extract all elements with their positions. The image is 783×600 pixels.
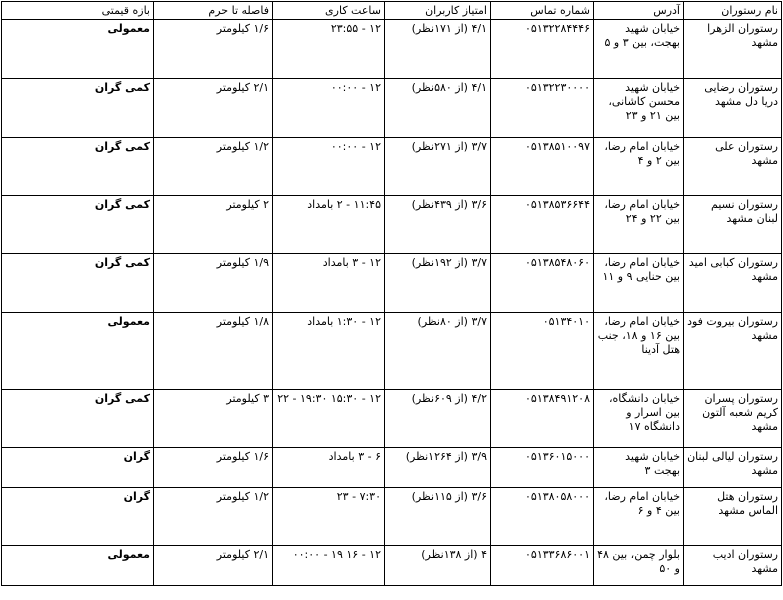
header-hours: ساعت کاری bbox=[273, 2, 385, 20]
table-row bbox=[2, 138, 782, 196]
cell-hours: ۱۲ - ۳ بامداد bbox=[273, 254, 385, 313]
cell-phone: ۰۵۱۳۸۵۱۰۰۹۷ bbox=[491, 138, 594, 196]
cell-hours: ۱۲ - ۱:۳۰ بامداد bbox=[273, 313, 385, 390]
cell-price: کمی گران bbox=[2, 138, 154, 196]
cell-address: خیابان شهید بهجت ۳ bbox=[594, 448, 684, 488]
header-distance: فاصله تا حرم bbox=[154, 2, 273, 20]
cell-phone: ۰۵۱۳۸۵۴۸۰۶۰ bbox=[491, 254, 594, 313]
cell-price: کمی گران bbox=[2, 390, 154, 448]
cell-phone: ۰۵۱۳۲۲۸۴۴۴۶ bbox=[491, 20, 594, 79]
table-row bbox=[2, 20, 782, 79]
cell-price: کمی گران bbox=[2, 254, 154, 313]
cell-phone: ۰۵۱۳۳۶۸۶۰۰۱ bbox=[491, 546, 594, 586]
cell-address: خیابان شهید محسن کاشانی، بین ۲۱ و ۲۳ bbox=[594, 79, 684, 138]
cell-distance: ۱/۶ کیلومتر bbox=[154, 20, 273, 79]
cell-rating: ۳/۹ (از ۱۲۶۴نظر) bbox=[385, 448, 491, 488]
cell-address: خیابان امام رضا، بین ۱۶ و ۱۸، جنب هتل آدینا bbox=[594, 313, 684, 390]
cell-price: کمی گران bbox=[2, 79, 154, 138]
cell-hours: ۱۲ - ۱۵:۳۰ ۱۹:۳۰ - ۲۲ bbox=[273, 390, 385, 448]
cell-hours: ۷:۳۰ - ۲۳ bbox=[273, 488, 385, 546]
cell-phone: ۰۵۱۳۸۴۹۱۲۰۸ bbox=[491, 390, 594, 448]
cell-rating: ۴/۱ (از ۱۷۱نظر) bbox=[385, 20, 491, 79]
cell-rating: ۴ (از ۱۳۸نظر) bbox=[385, 546, 491, 586]
header-phone: شماره تماس bbox=[491, 2, 594, 20]
table-row bbox=[2, 79, 782, 138]
table-row bbox=[2, 196, 782, 254]
cell-name: رستوران پسران کریم شعبه آلتون مشهد bbox=[684, 390, 782, 448]
cell-rating: ۳/۶ (از ۱۱۵نظر) bbox=[385, 488, 491, 546]
cell-name: رستوران علی مشهد bbox=[684, 138, 782, 196]
cell-price: گران bbox=[2, 448, 154, 488]
cell-rating: ۴/۱ (از ۵۸۰نظر) bbox=[385, 79, 491, 138]
cell-name: رستوران هتل الماس مشهد bbox=[684, 488, 782, 546]
cell-name: رستوران بیروت فود مشهد bbox=[684, 313, 782, 390]
cell-address: خیابان امام رضا، بین حنایی ۹ و ۱۱ bbox=[594, 254, 684, 313]
cell-distance: ۲/۱ کیلومتر bbox=[154, 546, 273, 586]
cell-phone: ۰۵۱۳۴۰۱۰ bbox=[491, 313, 594, 390]
cell-hours: ۱۲ - ۰۰:۰۰ bbox=[273, 79, 385, 138]
document-page bbox=[1, 1, 782, 586]
cell-distance: ۲/۱ کیلومتر bbox=[154, 79, 273, 138]
header-address: آدرس bbox=[594, 2, 684, 20]
cell-phone: ۰۵۱۳۶۰۱۵۰۰۰ bbox=[491, 448, 594, 488]
cell-phone: ۰۵۱۳۸۵۳۶۶۴۴ bbox=[491, 196, 594, 254]
header-name: نام رستوران bbox=[684, 2, 782, 20]
cell-distance: ۱/۲ کیلومتر bbox=[154, 138, 273, 196]
cell-distance: ۲ کیلومتر bbox=[154, 196, 273, 254]
cell-hours: ۱۱:۴۵ - ۲ بامداد bbox=[273, 196, 385, 254]
cell-rating: ۳/۶ (از ۴۳۹نظر) bbox=[385, 196, 491, 254]
cell-name: رستوران نسیم لبنان مشهد bbox=[684, 196, 782, 254]
cell-rating: ۳/۷ (از ۲۷۱نظر) bbox=[385, 138, 491, 196]
table-row bbox=[2, 254, 782, 313]
table-row bbox=[2, 313, 782, 390]
cell-price: معمولی bbox=[2, 313, 154, 390]
table-row bbox=[2, 546, 782, 586]
header-row bbox=[2, 2, 782, 20]
table-row bbox=[2, 448, 782, 488]
header-rating: امتیاز کاربران bbox=[385, 2, 491, 20]
cell-rating: ۳/۷ (از ۱۹۲نظر) bbox=[385, 254, 491, 313]
cell-price: کمی گران bbox=[2, 196, 154, 254]
cell-address: خیابان امام رضا، بین ۲۲ و ۲۴ bbox=[594, 196, 684, 254]
cell-address: خیابان شهید بهجت، بین ۳ و ۵ bbox=[594, 20, 684, 79]
cell-rating: ۳/۷ (از ۸۰نظر) bbox=[385, 313, 491, 390]
cell-address: خیابان امام رضا، بین ۴ و ۶ bbox=[594, 488, 684, 546]
header-price: بازه قیمتی bbox=[2, 2, 154, 20]
cell-address: خیابان دانشگاه، بین اسرار و دانشگاه ۱۷ bbox=[594, 390, 684, 448]
cell-address: بلوار چمن، بین ۴۸ و ۵۰ bbox=[594, 546, 684, 586]
cell-name: رستوران ادیب مشهد bbox=[684, 546, 782, 586]
cell-phone: ۰۵۱۳۲۲۳۰۰۰۰ bbox=[491, 79, 594, 138]
cell-hours: ۶ - ۳ بامداد bbox=[273, 448, 385, 488]
cell-name: رستوران الزهرا مشهد bbox=[684, 20, 782, 79]
cell-name: رستوران رضایی دریا دل مشهد bbox=[684, 79, 782, 138]
cell-address: خیابان امام رضا، بین ۲ و ۴ bbox=[594, 138, 684, 196]
table-row bbox=[2, 488, 782, 546]
cell-price: معمولی bbox=[2, 20, 154, 79]
cell-distance: ۱/۹ کیلومتر bbox=[154, 254, 273, 313]
cell-hours: ۱۲ - ۱۶ ۱۹ - ۰۰:۰۰ bbox=[273, 546, 385, 586]
cell-hours: ۱۲ - ۰۰:۰۰ bbox=[273, 138, 385, 196]
cell-phone: ۰۵۱۳۸۰۵۸۰۰۰ bbox=[491, 488, 594, 546]
restaurant-table bbox=[1, 1, 782, 586]
cell-hours: ۱۲ - ۲۳:۵۵ bbox=[273, 20, 385, 79]
cell-name: رستوران کبابی امید مشهد bbox=[684, 254, 782, 313]
cell-distance: ۱/۶ کیلومتر bbox=[154, 448, 273, 488]
cell-name: رستوران لیالی لبنان مشهد bbox=[684, 448, 782, 488]
table-row bbox=[2, 390, 782, 448]
cell-distance: ۱/۸ کیلومتر bbox=[154, 313, 273, 390]
cell-price: معمولی bbox=[2, 546, 154, 586]
cell-distance: ۱/۲ کیلومتر bbox=[154, 488, 273, 546]
cell-price: گران bbox=[2, 488, 154, 546]
cell-rating: ۴/۲ (از ۶۰۹نظر) bbox=[385, 390, 491, 448]
cell-distance: ۳ کیلومتر bbox=[154, 390, 273, 448]
